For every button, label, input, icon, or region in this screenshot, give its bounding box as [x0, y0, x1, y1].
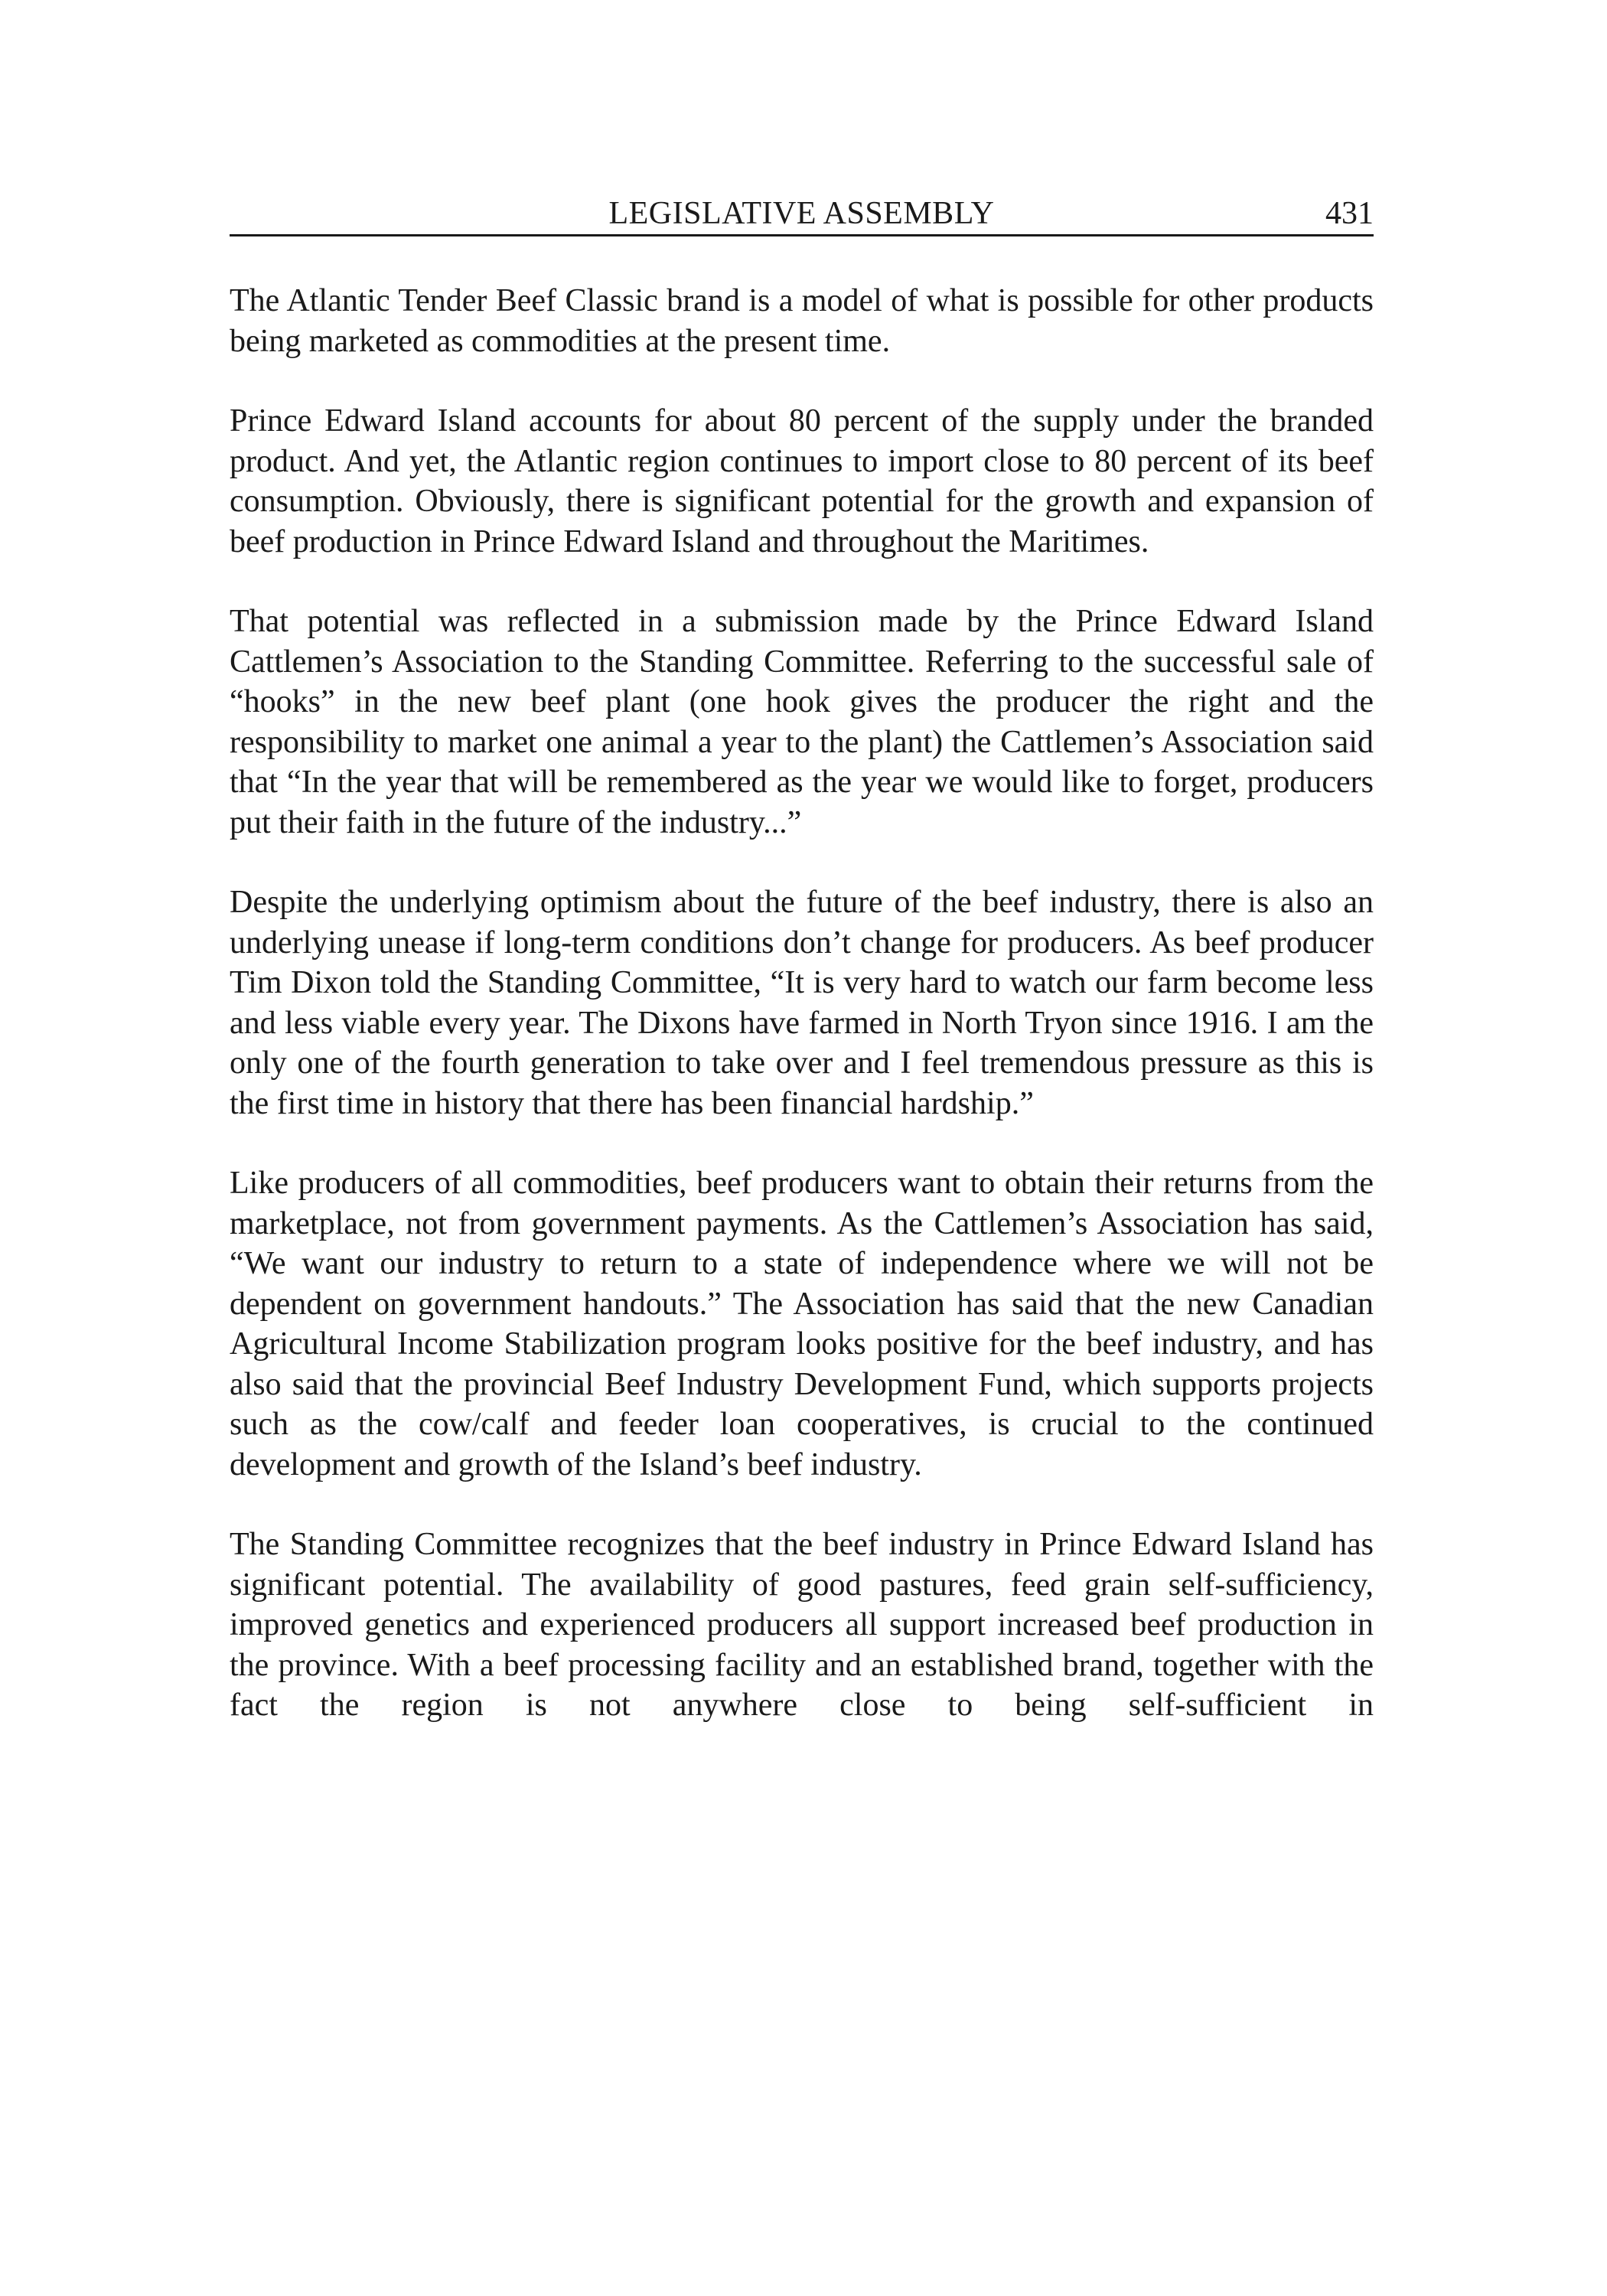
body-text	[230, 281, 1374, 1726]
paragraph: That potential was reflected in a submission made by the Prince Edward Island Cattlemen’s Association to the Standing Committee. Referring to the successful sale of “hooks” in the new beef plant (one hook gives the producer the right and the responsibility to market one animal a year to the plant) the Cattlemen’s Association said that “In the year that will be remembered as the year we would like to forget, producers put their faith in the future of the industry...”	[230, 604, 1374, 840]
paragraph: Despite the underlying optimism about the future of the beef industry, there is also an underlying unease if long-term conditions don’t change for producers. As beef producer Tim Dixon told the Standing Committee, “It is very hard to watch our farm become less and less viable every year. The Dixons have farmed in North Tryon since 1916. I am the only one of the fourth generation to take over and I feel tremendous pressure as this is the first time in history that there has been financial hardship.”	[230, 885, 1374, 1121]
page-number: 431	[1325, 196, 1374, 231]
paragraph: Prince Edward Island accounts for about 80 percent of the supply under the branded product. And yet, the Atlantic region continues to import close to 80 percent of its beef consumption. Obviously, there is significant potential for the growth and expansion of beef production in Prince Edward Island and throughout the Maritimes.	[230, 403, 1374, 559]
running-header-title: LEGISLATIVE ASSEMBLY	[608, 196, 995, 231]
paragraph: The Standing Committee recognizes that the beef industry in Prince Edward Island has significant potential. The availability of good pastures, feed grain self-sufficiency, improved genetics and experienced producers all support increased beef production in the province. With a beef processing facility and an established brand, together with the fact the region is not anywhere close to being self-sufficient in	[230, 1527, 1374, 1723]
document-page	[230, 193, 1374, 1766]
paragraph: Like producers of all commodities, beef producers want to obtain their returns from the marketplace, not from government payments. As the Cattlemen’s Association has said, “We want our industry to return to a state of independence where we will not be dependent on government handouts.” The Association has said that the new Canadian Agricultural Income Stabilization program looks positive for the beef industry, and has also said that the provincial Beef Industry Development Fund, which supports projects such as the cow/calf and feeder loan cooperatives, is crucial to the continued development and growth of the Island’s beef industry.	[230, 1166, 1374, 1482]
paragraph: The Atlantic Tender Beef Classic brand is a model of what is possible for other products being marketed as commodities at the present time.	[230, 283, 1374, 359]
running-header	[230, 193, 1374, 236]
